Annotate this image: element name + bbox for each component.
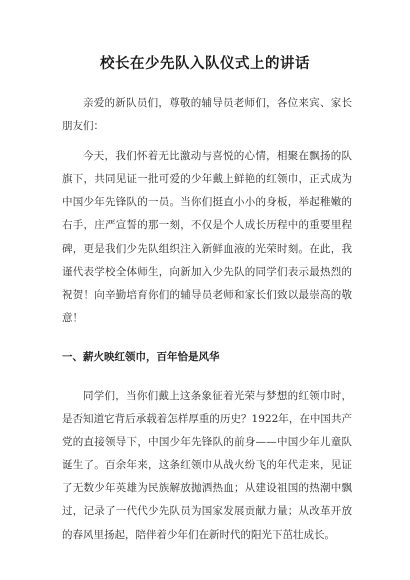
greeting-paragraph: 亲爱的新队员们，尊敬的辅导员老师们，各位来宾、家长朋友们： bbox=[62, 97, 352, 133]
document-title: 校长在少先队入队仪式上的讲话 bbox=[100, 55, 310, 72]
section-paragraph: 同学们，当你们戴上这条象征着光荣与梦想的红领巾时，是否知道它背后承载着怎样厚重的历史？1922年，在中国共产党的直接领导下，中国少年先锋队的前身——中国少年儿童队诞生了。百余年来，这条红领巾从战火纷飞的年代走来，见证了无数少年英雄为民族解放抛洒热血；从建设祖国的热潮中飘过，记录了一代代少先队员为国家发展贡献力量；从改革开放的春风里扬起，陪伴着少年们在新时代的阳光下茁壮成长。 bbox=[62, 389, 352, 541]
document-body bbox=[62, 92, 352, 547]
opening-paragraph: 今天，我们怀着无比激动与喜悦的心情，相聚在飘扬的队旗下，共同见证一批可爱的少年戴上鲜艳的红领巾，正式成为中国少年先锋队的一员。当你们挺直小小的身板，举起稚嫩的右手，庄严宣誓的那一刻，不仅是个人成长历程中的重要里程碑，更是我们少先队组织注入新鲜血液的光荣时刻。在此，我谨代表学校全体师生，向新加入少先队的同学们表示最热烈的祝贺！向辛勤培育你们的辅导员老师和家长们致以最崇高的敬意！ bbox=[62, 150, 352, 324]
section-heading: 一、薪火映红领巾，百年恰是风华 bbox=[62, 350, 220, 363]
